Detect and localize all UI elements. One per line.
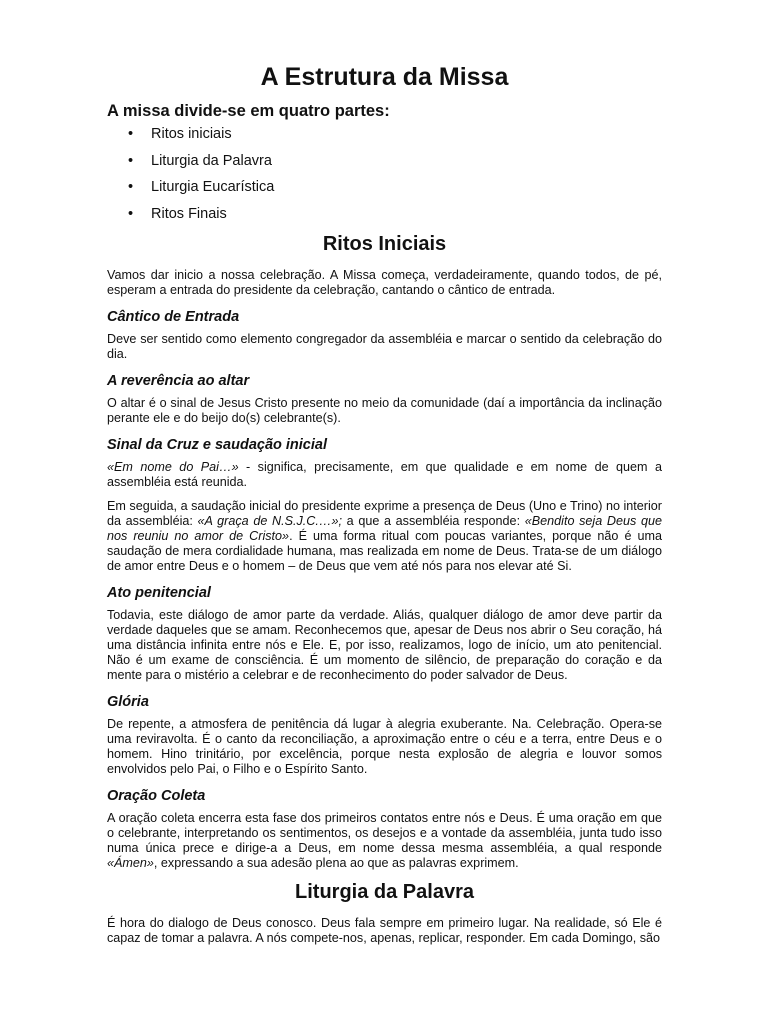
heading-sinal-da-cruz: Sinal da Cruz e saudação inicial <box>107 437 327 453</box>
paragraph-sinal-1: «Em nome do Pai…» - significa, precisamente, em que qualidade e em nome de quem a assembléia está reunida. <box>107 460 662 489</box>
paragraph-gloria: De repente, a atmosfera de penitência dá lugar à alegria exuberante. Na. Celebração. Opera-se uma reviravolta. É o canto da reconciliação, a aproximação entre o céu e a terra, entre Deus e o homem. Hino trinitário, por excelência, porque nesta explosão de alegria e louvor somos envolvidos pelo Pai, o Filho e o Espírito Santo. <box>107 717 662 776</box>
paragraph-ato-penitencial: Todavia, este diálogo de amor parte da verdade. Aliás, qualquer diálogo de amor deve partir da verdade daqueles que se amam. Reconhecemos que, apesar de Deus nos abrir o Seu coração, há uma distância infinita entre nós e Ele. E, por isso, realizamos, logo de início, um ato penitencial. Não é um exame de consciência. É um momento de silêncio, de preparação do coração e da mente para o mistério a celebrar e de reconhecimento do poder salvador de Deus. <box>107 608 662 682</box>
bullet-icon: • <box>128 205 134 222</box>
heading-cantico: Cântico de Entrada <box>107 309 240 325</box>
list-item: • Ritos iniciais <box>128 126 232 142</box>
bullet-icon: • <box>128 179 134 195</box>
bullet-icon: • <box>128 152 134 169</box>
list-item: • Liturgia Eucarística <box>128 179 275 195</box>
heading-ato-penitencial: Ato penitencial <box>107 585 211 601</box>
list-item: • Liturgia da Palavra <box>128 152 272 169</box>
paragraph-sinal-2: Em seguida, a saudação inicial do presidente exprime a presença de Deus (Uno e Trino) no interior da assembléia: «A graça de N.S.J.C.…»; a que a assembléia responde: «Bendito seja Deus que nos reuniu no amor de Cristo». É uma forma ritual com poucas variantes, porque não é uma saudação de mera cordialidade humana, mas realizada em nome de Deus. Trata-se de um diálogo de amor entre Deus e o homem – de Deus que vem até nós para nos elevar até Si. <box>107 499 662 573</box>
subtitle: A missa divide-se em quatro partes: <box>107 102 390 120</box>
section-heading-ritos-iniciais: Ritos Iniciais <box>322 233 447 255</box>
paragraph-intro: Vamos dar inicio a nossa celebração. A Missa começa, verdadeiramente, quando todos, de pé, esperam a entrada do presidente da celebração, cantando o cântico de entrada. <box>107 268 662 297</box>
heading-gloria: Glória <box>107 694 149 710</box>
heading-reverencia: A reverência ao altar <box>107 373 250 389</box>
list-item: • Ritos Finais <box>128 205 227 222</box>
paragraph-oracao-coleta: A oração coleta encerra esta fase dos primeiros contatos entre nós e Deus. É uma oração em que o celebrante, interpretando os sentimentos, os desejos e a vontade da assembléia, junta tudo isso numa única prece e dirige-a a Deus, em nome dessa mesma assembléia, a qual responde «Ámen», expressando a sua adesão plena ao que as palavras exprimem. <box>107 811 662 870</box>
paragraph-cantico: Deve ser sentido como elemento congregador da assembléia e marcar o sentido da celebração do dia. <box>107 332 662 361</box>
bullet-icon: • <box>128 126 134 142</box>
paragraph-liturgia-palavra: É hora do dialogo de Deus conosco. Deus fala sempre em primeiro lugar. Na realidade, só Ele é capaz de tomar a palavra. A nós compete-nos, apenas, replicar, responder. Em cada Domingo, são <box>107 916 662 945</box>
page-title: A Estrutura da Missa <box>260 63 509 91</box>
parts-list <box>107 126 662 223</box>
section-heading-liturgia-palavra: Liturgia da Palavra <box>295 881 474 903</box>
heading-oracao-coleta: Oração Coleta <box>107 788 206 804</box>
paragraph-reverencia: O altar é o sinal de Jesus Cristo presente no meio da comunidade (daí a importância da inclinação perante ele e do beijo do(s) celebrante(s). <box>107 396 662 425</box>
